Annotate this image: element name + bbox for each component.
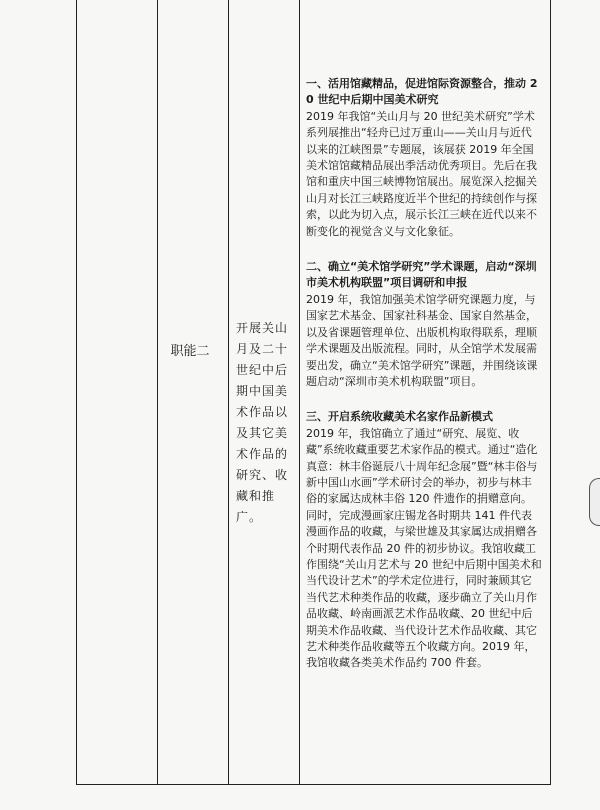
section-heading: 三、开启系统收藏美术名家作品新模式: [306, 410, 493, 424]
table-divider-1: [157, 0, 158, 784]
section-3: [306, 409, 542, 672]
section-body: 2019 年，我馆加强美术馆学研究课题力度，与国家艺术基金、国家社科基金、国家自然基金，以及省课题管理单位、出版机构取得联系，理顺学术课题及出版流程。同时，从全馆学术发展需要出发，确立“美术馆学研究”课题，并围绕该课题启动“深圳市美术机构联盟”项目。: [306, 292, 538, 388]
section-body: 2019 年我馆“关山月与 20 世纪美术研究”学术系列展推出“轻舟已过万重山——关山月与近代以来的江峡图景”专题展，该展获 2019 年全国美术馆馆藏精品展出季活动优秀项目。先后在我馆和重庆中国三峡博物馆展出。展览深入挖掘关山月对长江三峡路度近半个世纪的持续创作与探索，以此为切入点，展示长江三峡在近代以来不断变化的视觉含义与文化象征。: [306, 109, 537, 238]
section-2: [306, 259, 542, 390]
section-heading: 一、活用馆藏精品，促进馆际资源整合，推动 20 世纪中后期中国美术研究: [306, 77, 538, 107]
row-label: 职能二: [170, 344, 210, 359]
function-description: 开展关山月及二十世纪中后期中国美术作品以及其它美术作品的研究、收藏和推广。: [236, 321, 289, 524]
binding-tab-mark: [589, 478, 600, 526]
table-border-left: [76, 0, 77, 784]
section-body: 2019 年，我馆确立了通过“研究、展览、收藏”系统收藏重要艺术家作品的模式。通过“造化真意：林丰俗诞辰八十周年纪念展”暨“林丰俗与新中国山水画”学术研讨会的举办，初步与林丰俗的家属达成林丰俗 120 件遗作的捐赠意向。同时，完成漫画家庄锡龙各时期共 141 件代表漫画作品的收藏，与梁世雄及其家属达成捐赠各个时期代表作品 20 件的初步协议。我馆收藏工作围绕“关山月艺术与 20 世纪中后期中国美术和当代设计艺术”的学术定位进行，同时兼顾其它当代艺术种类作品的收藏，逐步确立了关山月作品收藏、岭南画派艺术作品收藏、20 世纪中后期美术作品收藏、当代设计艺术作品收藏、其它艺术种类作品收藏等五个收藏方向。2019 年，我馆收藏各类美术作品约 700 件套。: [306, 426, 542, 670]
section-1: [306, 76, 542, 240]
section-heading: 二、确立“美术馆学研究”学术课题，启动“深圳市美术机构联盟”项目调研和申报: [306, 260, 537, 290]
table-border-right: [550, 0, 551, 784]
table-border-bottom: [76, 784, 551, 785]
table-divider-3: [299, 0, 300, 784]
table-divider-2: [228, 0, 229, 784]
report-content: [306, 76, 542, 691]
